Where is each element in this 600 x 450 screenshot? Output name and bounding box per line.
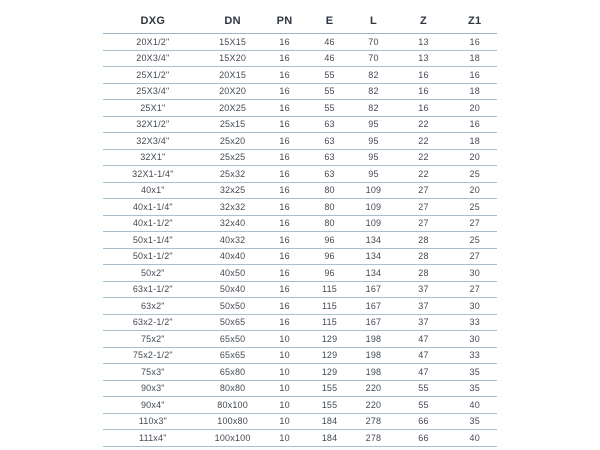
table-cell-z1: 20 <box>452 149 497 166</box>
table-cell-pn: 10 <box>263 380 307 397</box>
table-cell-l: 82 <box>352 100 394 117</box>
table-cell-l: 198 <box>352 364 394 381</box>
table-cell-l: 278 <box>352 430 394 447</box>
table-row <box>103 232 497 249</box>
table-cell-z: 37 <box>395 281 453 298</box>
table-cell-e: 155 <box>307 380 353 397</box>
table-cell-e: 96 <box>307 248 353 265</box>
table-cell-e: 129 <box>307 347 353 364</box>
spec-table <box>103 9 497 447</box>
table-cell-z: 47 <box>395 364 453 381</box>
table-cell-z: 47 <box>395 331 453 348</box>
table-cell-l: 167 <box>352 281 394 298</box>
table-cell-l: 220 <box>352 397 394 414</box>
table-cell-pn: 10 <box>263 347 307 364</box>
table-cell-dn: 25x20 <box>203 133 263 150</box>
table-row <box>103 314 497 331</box>
table-cell-z: 27 <box>395 199 453 216</box>
table-cell-z1: 27 <box>452 281 497 298</box>
table-cell-dn: 32x25 <box>203 182 263 199</box>
table-cell-e: 63 <box>307 149 353 166</box>
table-cell-dxg: 63x2-1/2" <box>103 314 203 331</box>
table-cell-dn: 65x50 <box>203 331 263 348</box>
table-cell-z1: 30 <box>452 331 497 348</box>
table-cell-z: 13 <box>395 50 453 67</box>
table-cell-z: 37 <box>395 298 453 315</box>
table-cell-pn: 10 <box>263 331 307 348</box>
table-cell-pn: 16 <box>263 215 307 232</box>
table-row <box>103 215 497 232</box>
table-cell-dxg: 32X3/4" <box>103 133 203 150</box>
table-cell-l: 134 <box>352 232 394 249</box>
table-cell-dxg: 40x1-1/2" <box>103 215 203 232</box>
table-cell-pn: 10 <box>263 413 307 430</box>
table-row <box>103 100 497 117</box>
table-cell-z: 27 <box>395 182 453 199</box>
table-cell-z: 16 <box>395 67 453 84</box>
table-cell-e: 80 <box>307 215 353 232</box>
table-cell-l: 95 <box>352 166 394 183</box>
table-cell-z1: 35 <box>452 413 497 430</box>
table-cell-pn: 16 <box>263 149 307 166</box>
table-cell-l: 109 <box>352 182 394 199</box>
table-cell-dxg: 90x4" <box>103 397 203 414</box>
table-cell-l: 70 <box>352 34 394 51</box>
column-header-pn: PN <box>263 9 307 34</box>
table-cell-dn: 20X20 <box>203 83 263 100</box>
table-cell-dn: 25x32 <box>203 166 263 183</box>
table-cell-z1: 18 <box>452 133 497 150</box>
table-row <box>103 413 497 430</box>
table-cell-z1: 27 <box>452 215 497 232</box>
table-cell-e: 184 <box>307 430 353 447</box>
table-cell-dn: 32x32 <box>203 199 263 216</box>
table-cell-dn: 80x80 <box>203 380 263 397</box>
table-cell-dxg: 32X1" <box>103 149 203 166</box>
table-cell-z1: 25 <box>452 232 497 249</box>
table-cell-z1: 33 <box>452 347 497 364</box>
table-cell-l: 198 <box>352 347 394 364</box>
table-cell-dxg: 50x1-1/4" <box>103 232 203 249</box>
column-header-dn: DN <box>203 9 263 34</box>
table-cell-z: 16 <box>395 83 453 100</box>
table-cell-z1: 20 <box>452 100 497 117</box>
table-row <box>103 50 497 67</box>
column-header-l: L <box>352 9 394 34</box>
table-cell-dxg: 50x2" <box>103 265 203 282</box>
table-cell-l: 220 <box>352 380 394 397</box>
table-cell-dn: 20X25 <box>203 100 263 117</box>
table-cell-e: 115 <box>307 298 353 315</box>
table-cell-dxg: 25X1" <box>103 100 203 117</box>
table-cell-l: 109 <box>352 199 394 216</box>
table-cell-pn: 16 <box>263 232 307 249</box>
table-cell-dn: 25x25 <box>203 149 263 166</box>
table-cell-z: 22 <box>395 166 453 183</box>
table-cell-pn: 16 <box>263 100 307 117</box>
table-row <box>103 331 497 348</box>
table-cell-z: 55 <box>395 380 453 397</box>
table-cell-pn: 16 <box>263 298 307 315</box>
table-cell-dn: 80x100 <box>203 397 263 414</box>
table-cell-z1: 30 <box>452 298 497 315</box>
table-cell-l: 134 <box>352 265 394 282</box>
table-cell-e: 184 <box>307 413 353 430</box>
table-cell-dxg: 20X3/4" <box>103 50 203 67</box>
table-cell-z1: 20 <box>452 182 497 199</box>
table-cell-pn: 10 <box>263 430 307 447</box>
table-cell-l: 95 <box>352 116 394 133</box>
table-cell-dn: 50x50 <box>203 298 263 315</box>
table-cell-l: 167 <box>352 314 394 331</box>
table-cell-e: 155 <box>307 397 353 414</box>
column-header-e: E <box>307 9 353 34</box>
table-row <box>103 364 497 381</box>
table-cell-z: 22 <box>395 116 453 133</box>
table-cell-e: 96 <box>307 265 353 282</box>
table-cell-e: 63 <box>307 116 353 133</box>
table-cell-dxg: 25X1/2" <box>103 67 203 84</box>
table-cell-pn: 16 <box>263 116 307 133</box>
table-cell-dxg: 111x4" <box>103 430 203 447</box>
table-row <box>103 397 497 414</box>
table-cell-e: 129 <box>307 364 353 381</box>
table-cell-e: 55 <box>307 100 353 117</box>
table-cell-dn: 40x50 <box>203 265 263 282</box>
table-cell-dxg: 110x3" <box>103 413 203 430</box>
table-cell-z1: 35 <box>452 380 497 397</box>
table-cell-dn: 15X20 <box>203 50 263 67</box>
table-cell-dxg: 63x2" <box>103 298 203 315</box>
table-row <box>103 182 497 199</box>
table-row <box>103 166 497 183</box>
table-cell-dxg: 40x1" <box>103 182 203 199</box>
table-cell-z: 55 <box>395 397 453 414</box>
table-cell-l: 134 <box>352 248 394 265</box>
table-cell-dn: 65x65 <box>203 347 263 364</box>
table-cell-z1: 25 <box>452 199 497 216</box>
table-cell-dxg: 50x1-1/2" <box>103 248 203 265</box>
table-cell-e: 80 <box>307 199 353 216</box>
column-header-dxg: DXG <box>103 9 203 34</box>
table-cell-pn: 16 <box>263 314 307 331</box>
table-cell-l: 95 <box>352 133 394 150</box>
table-cell-pn: 16 <box>263 199 307 216</box>
table-cell-dn: 15X15 <box>203 34 263 51</box>
table-cell-pn: 16 <box>263 133 307 150</box>
table-cell-e: 46 <box>307 50 353 67</box>
table-cell-pn: 16 <box>263 281 307 298</box>
table-cell-l: 82 <box>352 67 394 84</box>
table-cell-l: 95 <box>352 149 394 166</box>
table-cell-dn: 25x15 <box>203 116 263 133</box>
table-row <box>103 347 497 364</box>
table-cell-pn: 10 <box>263 364 307 381</box>
table-cell-pn: 16 <box>263 50 307 67</box>
table-cell-e: 115 <box>307 314 353 331</box>
table-row <box>103 380 497 397</box>
table-row <box>103 149 497 166</box>
table-row <box>103 248 497 265</box>
table-cell-z: 27 <box>395 215 453 232</box>
table-row <box>103 133 497 150</box>
table-cell-e: 80 <box>307 182 353 199</box>
table-cell-e: 63 <box>307 166 353 183</box>
table-cell-z1: 18 <box>452 50 497 67</box>
table-row <box>103 265 497 282</box>
table-cell-dxg: 75x2" <box>103 331 203 348</box>
table-cell-z1: 16 <box>452 116 497 133</box>
table-head <box>103 9 497 34</box>
table-cell-dn: 20X15 <box>203 67 263 84</box>
header-row <box>103 9 497 34</box>
table-cell-dn: 40x32 <box>203 232 263 249</box>
table-cell-e: 115 <box>307 281 353 298</box>
table-cell-pn: 16 <box>263 248 307 265</box>
table-cell-dxg: 75x3" <box>103 364 203 381</box>
table-cell-e: 55 <box>307 67 353 84</box>
table-cell-z: 66 <box>395 413 453 430</box>
table-cell-z1: 33 <box>452 314 497 331</box>
table-cell-e: 96 <box>307 232 353 249</box>
table-cell-z: 37 <box>395 314 453 331</box>
table-cell-l: 70 <box>352 50 394 67</box>
table-cell-z1: 40 <box>452 397 497 414</box>
table-cell-dxg: 32X1-1/4" <box>103 166 203 183</box>
table-cell-z1: 16 <box>452 34 497 51</box>
table-row <box>103 298 497 315</box>
table-row <box>103 83 497 100</box>
table-cell-dxg: 75x2-1/2" <box>103 347 203 364</box>
table-cell-pn: 16 <box>263 265 307 282</box>
table-cell-l: 109 <box>352 215 394 232</box>
table-cell-dxg: 32X1/2" <box>103 116 203 133</box>
table-row <box>103 281 497 298</box>
table-cell-dn: 65x80 <box>203 364 263 381</box>
table-cell-dxg: 40x1-1/4" <box>103 199 203 216</box>
table-cell-z: 22 <box>395 149 453 166</box>
table-row <box>103 199 497 216</box>
table-cell-dxg: 63x1-1/2" <box>103 281 203 298</box>
table-cell-dn: 32x40 <box>203 215 263 232</box>
table-cell-l: 278 <box>352 413 394 430</box>
table-cell-l: 198 <box>352 331 394 348</box>
table-cell-z: 22 <box>395 133 453 150</box>
table-cell-pn: 16 <box>263 83 307 100</box>
table-cell-z: 66 <box>395 430 453 447</box>
table-cell-dn: 100x100 <box>203 430 263 447</box>
column-header-z1: Z1 <box>452 9 497 34</box>
column-header-z: Z <box>395 9 453 34</box>
table-cell-z: 16 <box>395 100 453 117</box>
table-cell-z1: 25 <box>452 166 497 183</box>
table-cell-z: 28 <box>395 265 453 282</box>
table-cell-dn: 50x65 <box>203 314 263 331</box>
table-cell-e: 46 <box>307 34 353 51</box>
table-cell-pn: 16 <box>263 67 307 84</box>
table-cell-z1: 27 <box>452 248 497 265</box>
table-cell-dn: 40x40 <box>203 248 263 265</box>
table-row <box>103 34 497 51</box>
table-cell-l: 82 <box>352 83 394 100</box>
table-cell-z: 28 <box>395 248 453 265</box>
table-cell-z1: 35 <box>452 364 497 381</box>
table-cell-z1: 16 <box>452 67 497 84</box>
table-cell-z1: 30 <box>452 265 497 282</box>
table-cell-z1: 18 <box>452 83 497 100</box>
table-cell-dn: 100x80 <box>203 413 263 430</box>
table-cell-dxg: 20X1/2" <box>103 34 203 51</box>
table-cell-l: 167 <box>352 298 394 315</box>
table-cell-dn: 50x40 <box>203 281 263 298</box>
table-cell-e: 63 <box>307 133 353 150</box>
table-cell-z: 13 <box>395 34 453 51</box>
table-row <box>103 116 497 133</box>
table-cell-z: 47 <box>395 347 453 364</box>
table-row <box>103 67 497 84</box>
table-cell-e: 55 <box>307 83 353 100</box>
table-cell-pn: 16 <box>263 182 307 199</box>
table-cell-z1: 40 <box>452 430 497 447</box>
table-row <box>103 430 497 447</box>
table-cell-pn: 16 <box>263 166 307 183</box>
table-cell-z: 28 <box>395 232 453 249</box>
table-cell-pn: 10 <box>263 397 307 414</box>
table-cell-dxg: 25X3/4" <box>103 83 203 100</box>
table-cell-pn: 16 <box>263 34 307 51</box>
table-cell-e: 129 <box>307 331 353 348</box>
table-cell-dxg: 90x3" <box>103 380 203 397</box>
table-body <box>103 34 497 447</box>
